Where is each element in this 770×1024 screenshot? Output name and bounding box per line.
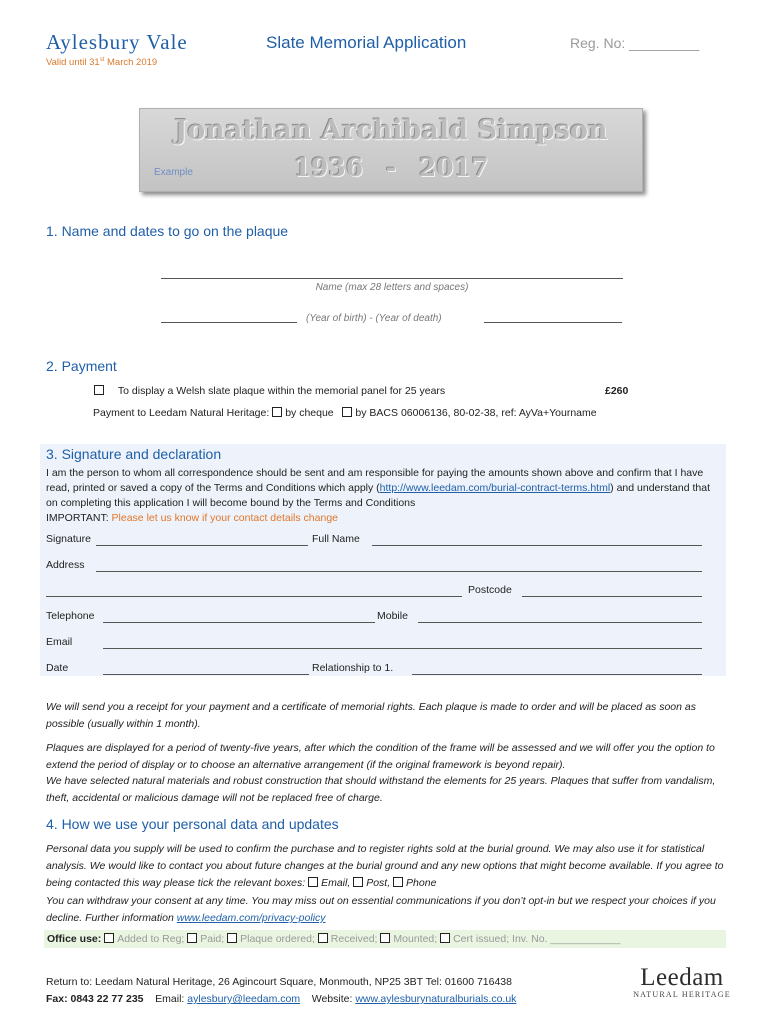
declaration-text: [46, 466, 718, 526]
signature-label: Signature: [46, 533, 91, 545]
post-consent-checkbox[interactable]: [353, 877, 363, 887]
fullname-field[interactable]: [372, 545, 702, 546]
valid-prefix: Valid until 31: [46, 57, 100, 69]
postcode-label: Postcode: [468, 584, 512, 596]
plaque-example: [139, 108, 643, 192]
ordered-checkbox[interactable]: [227, 933, 237, 943]
important-label: IMPORTANT:: [46, 512, 109, 524]
relationship-field[interactable]: [412, 674, 702, 675]
plaque-option: [94, 385, 445, 397]
received-label: Received;: [330, 933, 378, 945]
email-consent-checkbox[interactable]: [308, 877, 318, 887]
leedam-logo: [632, 964, 732, 999]
mobile-field[interactable]: [418, 622, 702, 623]
telephone-label: Telephone: [46, 610, 95, 622]
footer-website-link[interactable]: www.aylesburynaturalburials.co.uk: [355, 993, 517, 1005]
paid-label: Paid;: [200, 933, 225, 945]
address-field-2[interactable]: [46, 596, 462, 597]
phone-consent-checkbox[interactable]: [393, 877, 403, 887]
section2-title: 2. Payment: [46, 358, 117, 374]
telephone-field[interactable]: [103, 622, 375, 623]
mounted-checkbox[interactable]: [380, 933, 390, 943]
address-label: Address: [46, 559, 85, 571]
death-year-line[interactable]: [484, 322, 622, 323]
office-use-bar: [44, 930, 726, 948]
added-checkbox[interactable]: [104, 933, 114, 943]
signature-field[interactable]: [96, 545, 308, 546]
name-input-line[interactable]: [161, 278, 623, 279]
relationship-label: Relationship to 1.: [312, 662, 394, 674]
return-address: Return to: Leedam Natural Heritage, 26 Agincourt Square, Monmouth, NP25 3BT Tel: 01600 716438: [46, 976, 512, 988]
consent-paragraph: [46, 893, 726, 927]
consent-text: You can withdraw your consent at any time. You may miss out on essential communications if you don’t opt-in but we respect your choices if you decline. Further information: [46, 895, 716, 924]
received-checkbox[interactable]: [318, 933, 328, 943]
logo-wordmark: Leedam: [640, 964, 724, 991]
plaque-years: 1936 - 2017: [293, 153, 489, 182]
personal-data-paragraph: [46, 841, 726, 892]
office-use-label: Office use:: [47, 933, 102, 945]
invoice-number: Inv. No. ____________: [512, 933, 621, 945]
email-consent-label: Email,: [321, 877, 351, 889]
payment-prefix: Payment to Leedam Natural Heritage:: [93, 407, 270, 419]
name-caption: Name (max 28 letters and spaces): [315, 282, 469, 293]
dates-caption: (Year of birth) - (Year of death): [306, 313, 442, 324]
example-label: Example: [154, 167, 193, 178]
display-period-paragraph: Plaques are displayed for a period of twenty-five years, after which the condition of the frame will be assessed and we will offer you the option to extend the period of display or to choose an alternative arrangement (if the original framework is beyond repair).: [46, 742, 715, 771]
form-title: Slate Memorial Application: [266, 33, 467, 52]
mobile-label: Mobile: [377, 610, 408, 622]
cheque-label: by cheque: [285, 407, 334, 419]
declaration-text-2: ) and understand that on completing this application I will become bound by the Terms and Conditions: [46, 482, 710, 509]
footer-website-label: Website:: [311, 993, 353, 1005]
plaque-option-checkbox[interactable]: [94, 385, 104, 395]
fullname-label: Full Name: [312, 533, 360, 545]
cert-label: Cert issued;: [453, 933, 510, 945]
paid-checkbox[interactable]: [187, 933, 197, 943]
reg-number: Reg. No: _________: [570, 35, 700, 51]
added-label: Added to Reg;: [117, 933, 185, 945]
post-consent-label: Post,: [366, 877, 391, 889]
phone-consent-label: Phone: [406, 877, 437, 889]
brand-title: Aylesbury Vale: [46, 30, 188, 54]
footer-email-label: Email:: [155, 993, 185, 1005]
date-label: Date: [46, 662, 69, 674]
terms-link[interactable]: http://www.leedam.com/burial-contract-terms.html: [379, 482, 611, 494]
date-field[interactable]: [103, 674, 309, 675]
plaque-option-text: To display a Welsh slate plaque within the memorial panel for 25 years: [117, 385, 446, 397]
section3-title: 3. Signature and declaration: [46, 446, 222, 462]
receipt-paragraph: We will send you a receipt for your payment and a certificate of memorial rights. Each plaque is made to order and will be placed as soon as possible (usually within 1 month).: [46, 701, 696, 730]
plaque-name: Jonathan Archibald Simpson: [174, 115, 608, 146]
valid-suffix: March 2019: [104, 57, 158, 69]
bacs-label: by BACS 06006136, 80-02-38, ref: AyVa+Yourname: [355, 407, 597, 419]
section1-title: 1. Name and dates to go on the plaque: [46, 223, 289, 239]
section4-title: 4. How we use your personal data and updates: [46, 816, 339, 832]
payment-method-row: [93, 407, 597, 419]
email-field[interactable]: [103, 648, 702, 649]
email-label: Email: [46, 636, 73, 648]
valid-sup: st: [99, 57, 105, 63]
ordered-label: Plaque ordered;: [240, 933, 315, 945]
cert-checkbox[interactable]: [440, 933, 450, 943]
postcode-field[interactable]: [522, 596, 702, 597]
materials-paragraph: We have selected natural materials and robust construction that should withstand the elements for 25 years. Plaques that suffer from vandalism, theft, accidental or malicious damage will not be replaced free of charge.: [46, 775, 716, 804]
plaque-price: £260: [605, 385, 629, 397]
declaration-text-1: I am the person to whom all correspondence should be sent and am responsible for paying the amounts shown above and confirm that I have read, printed or saved a copy of the Terms and Conditions which apply (: [46, 467, 704, 494]
footer-contacts: [46, 993, 516, 1005]
cheque-checkbox[interactable]: [272, 407, 282, 417]
mounted-label: Mounted;: [393, 933, 438, 945]
logo-subtitle: NATURAL HERITAGE: [633, 990, 731, 999]
footer-email-link[interactable]: aylesbury@leedam.com: [187, 993, 301, 1005]
personal-data-text: Personal data you supply will be used to confirm the purchase and to register rights sold at the burial ground. We may also use it for statistical analysis. We would like to contact you about future changes at the burial ground and any new options that might become available. If you agree to being contacted this way please tick the relevant boxes:: [46, 843, 724, 889]
bacs-checkbox[interactable]: [342, 407, 352, 417]
privacy-policy-link[interactable]: www.leedam.com/privacy-policy: [176, 912, 326, 924]
valid-until: [46, 57, 157, 68]
fax-number: Fax: 0843 22 77 235: [46, 993, 144, 1005]
important-note: Please let us know if your contact details change: [111, 512, 339, 524]
address-field-1[interactable]: [96, 571, 702, 572]
birth-year-line[interactable]: [161, 322, 297, 323]
